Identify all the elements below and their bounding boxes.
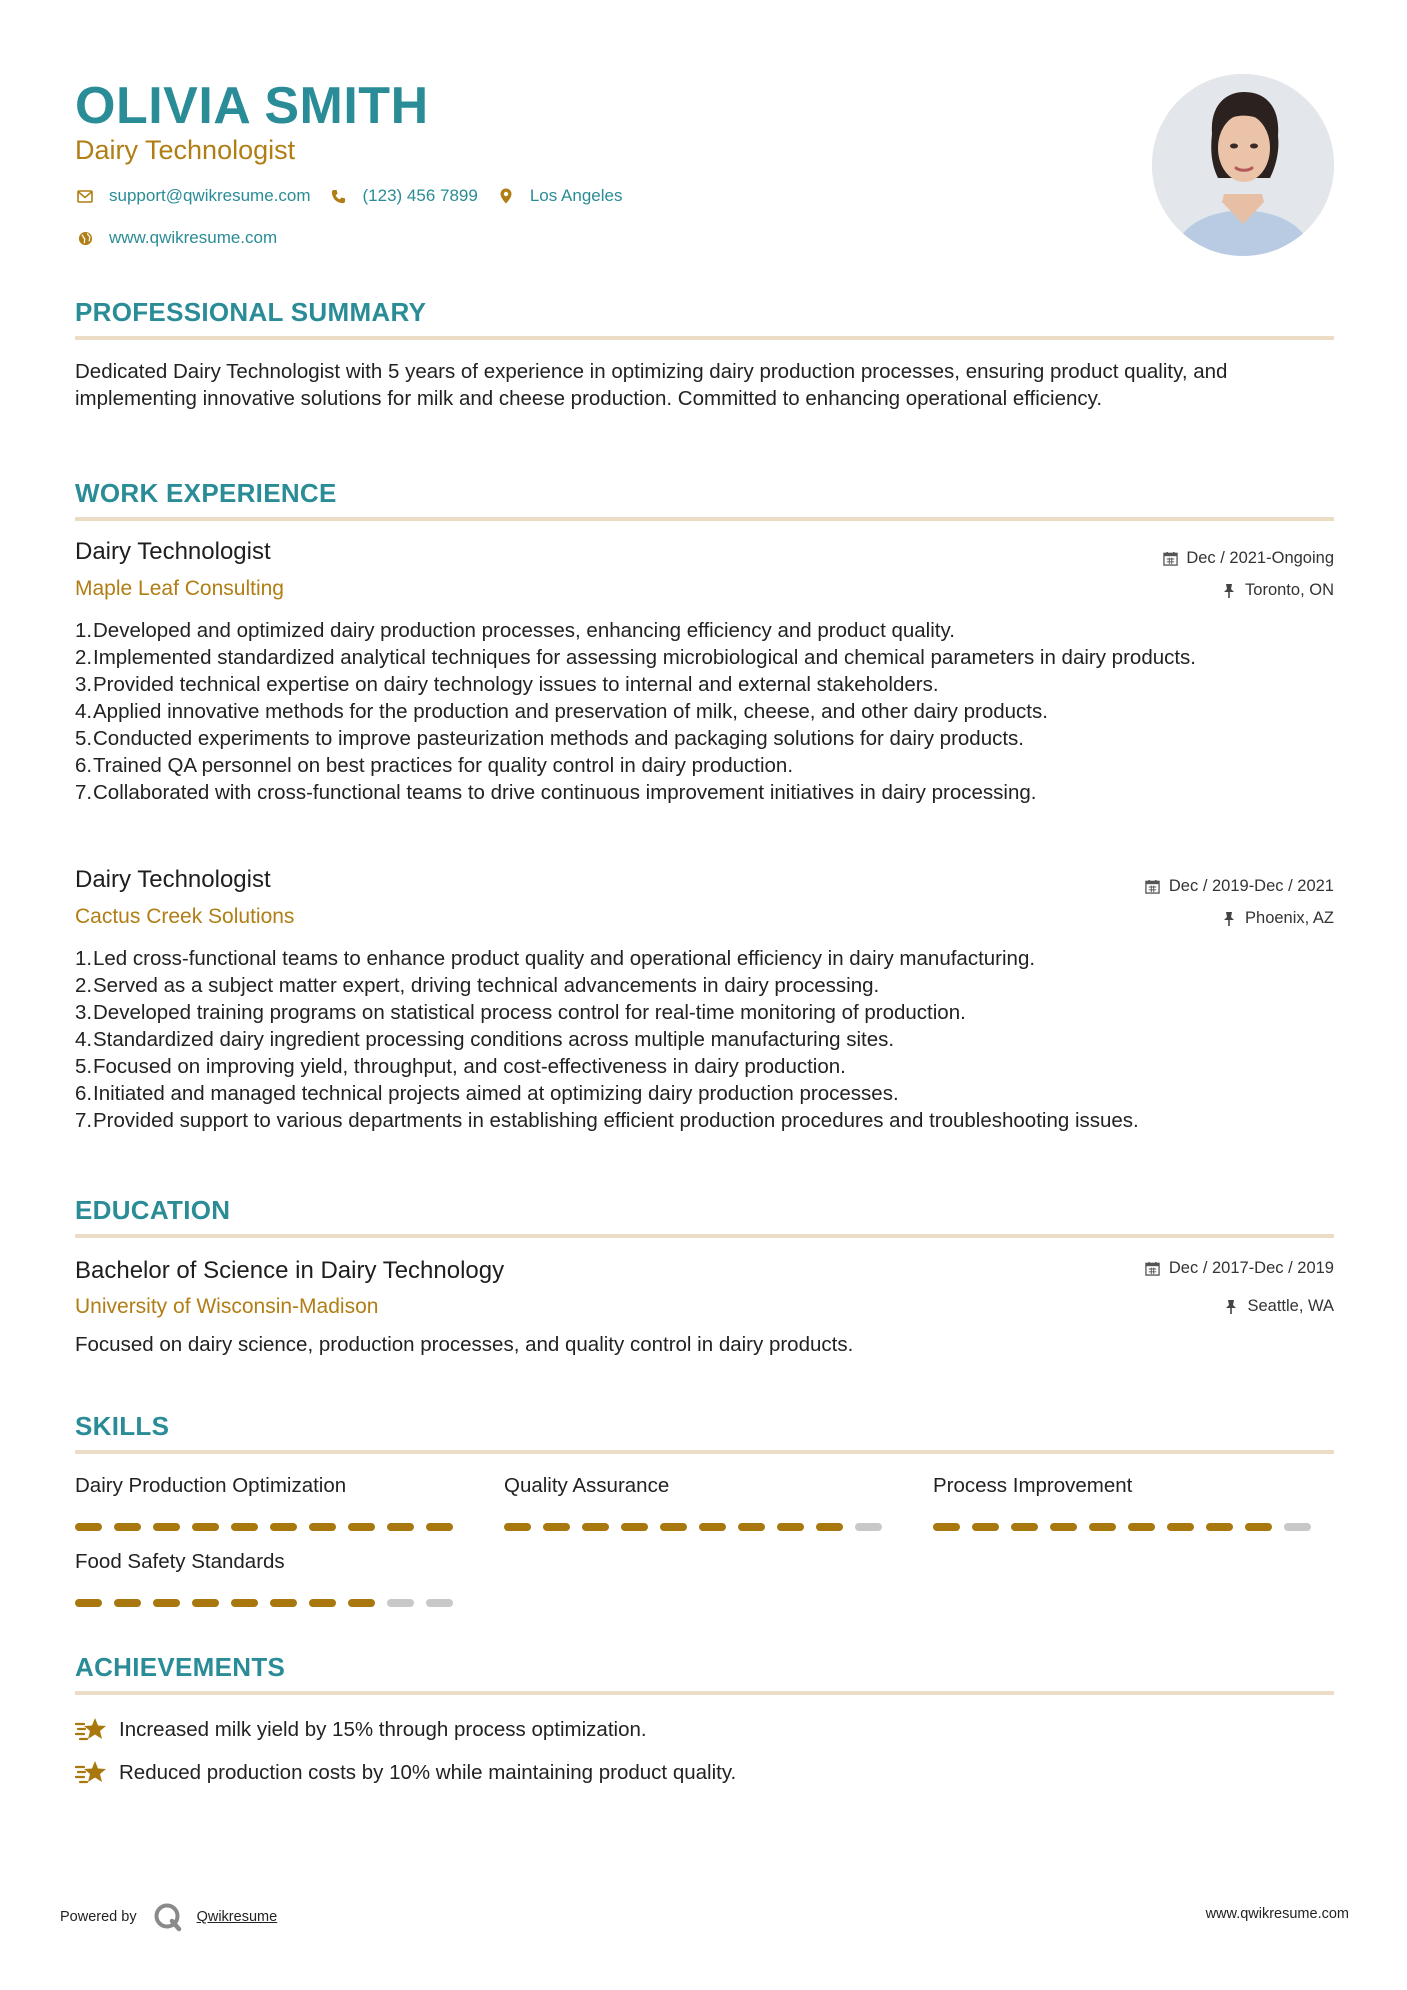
skills-divider	[75, 1450, 1334, 1454]
skill-label: Food Safety Standards	[75, 1550, 285, 1573]
skill-dash-empty	[1284, 1523, 1311, 1531]
skill-dash-filled	[75, 1599, 102, 1607]
education-location	[1223, 1295, 1334, 1317]
contact-location	[496, 186, 623, 206]
globe-icon	[75, 228, 95, 248]
achievement-item	[75, 1714, 647, 1744]
skill-dash-filled	[1089, 1523, 1116, 1531]
skill-dash-filled	[309, 1599, 336, 1607]
summary-divider	[75, 336, 1334, 340]
skill-dash-empty	[855, 1523, 882, 1531]
skill-dash-filled	[1167, 1523, 1194, 1531]
pushpin-icon	[1223, 1298, 1239, 1314]
pushpin-icon	[1221, 910, 1237, 926]
skill-dash-filled	[114, 1523, 141, 1531]
job-2-dates	[1145, 875, 1334, 897]
job-1-dates	[1162, 547, 1334, 569]
education-location-text: Seattle, WA	[1247, 1297, 1334, 1315]
experience-divider	[75, 517, 1334, 521]
skill-dash-filled	[231, 1599, 258, 1607]
list-item: 3. Provided technical expertise on dairy technology issues to internal and external stakeholders.	[75, 673, 939, 696]
skill-dash-empty	[387, 1599, 414, 1607]
map-pin-icon	[496, 186, 516, 206]
pushpin-icon	[1221, 582, 1237, 598]
candidate-title: Dairy Technologist	[75, 135, 296, 165]
education-heading: EDUCATION	[75, 1195, 231, 1225]
skill-dash-filled	[75, 1523, 102, 1531]
achievement-text: Reduced production costs by 10% while maintaining product quality.	[119, 1760, 737, 1784]
list-item: 1. Led cross-functional teams to enhance product quality and operational efficiency in dairy manufacturing.	[75, 947, 1036, 970]
experience-heading: WORK EXPERIENCE	[75, 478, 337, 508]
skill-dash-filled	[699, 1523, 726, 1531]
skill-item	[933, 1473, 1313, 1499]
skill-dash-filled	[231, 1523, 258, 1531]
skill-dash-filled	[621, 1523, 648, 1531]
skill-dash-filled	[270, 1523, 297, 1531]
powered-by-label: Powered by	[60, 1909, 137, 1925]
skill-dash-filled	[738, 1523, 765, 1531]
list-item: 7. Collaborated with cross-functional teams to drive continuous improvement initiatives in dairy processing.	[75, 781, 1037, 804]
calendar-icon	[1145, 1260, 1161, 1276]
job-1-bullets	[75, 617, 1334, 806]
contact-phone[interactable]	[329, 186, 478, 206]
envelope-icon	[75, 186, 95, 206]
contact-email[interactable]	[75, 186, 311, 206]
list-item: 5. Focused on improving yield, throughput, and cost-effectiveness in dairy production.	[75, 1055, 846, 1078]
skill-dash-filled	[1050, 1523, 1077, 1531]
website-text: www.qwikresume.com	[109, 228, 278, 247]
footer-website[interactable]: www.qwikresume.com	[1205, 1906, 1349, 1922]
skill-dash-empty	[426, 1599, 453, 1607]
candidate-name: OLIVIA SMITH	[75, 77, 429, 135]
list-item: 7. Provided support to various departments in establishing efficient production procedures and troubleshooting issues.	[75, 1109, 1139, 1132]
skill-item	[75, 1549, 455, 1575]
skill-dash-filled	[543, 1523, 570, 1531]
skill-level-bar	[933, 1523, 1323, 1531]
skill-dash-filled	[153, 1523, 180, 1531]
skill-level-bar	[75, 1523, 465, 1531]
job-1-title: Dairy Technologist	[75, 538, 271, 565]
education-divider	[75, 1234, 1334, 1238]
achievement-text: Increased milk yield by 15% through process optimization.	[119, 1717, 647, 1741]
skill-dash-filled	[309, 1523, 336, 1531]
resume-page	[75, 0, 1334, 1990]
skill-dash-filled	[426, 1523, 453, 1531]
skill-dash-filled	[1245, 1523, 1272, 1531]
list-item: 6. Initiated and managed technical projects aimed at optimizing dairy production processes.	[75, 1082, 899, 1105]
skill-dash-filled	[972, 1523, 999, 1531]
skill-dash-filled	[348, 1599, 375, 1607]
skill-dash-filled	[192, 1523, 219, 1531]
skill-dash-filled	[816, 1523, 843, 1531]
skill-item	[75, 1473, 455, 1499]
job-2-company: Cactus Creek Solutions	[75, 905, 295, 928]
skill-dash-filled	[153, 1599, 180, 1607]
education-description: Focused on dairy science, production processes, and quality control in dairy products.	[75, 1333, 854, 1356]
skills-heading: SKILLS	[75, 1411, 170, 1441]
job-1-location	[1221, 579, 1334, 601]
education-school: University of Wisconsin-Madison	[75, 1295, 379, 1318]
contact-row-2	[75, 228, 295, 248]
education-dates	[1145, 1257, 1334, 1279]
list-item: 2. Served as a subject matter expert, driving technical advancements in dairy processing.	[75, 974, 880, 997]
email-text: support@qwikresume.com	[109, 186, 311, 205]
brand-link[interactable]: Qwikresume	[196, 1909, 278, 1925]
skill-dash-filled	[1128, 1523, 1155, 1531]
list-item: 6. Trained QA personnel on best practices for quality control in dairy production.	[75, 754, 794, 777]
job-2-bullets	[75, 945, 1334, 1134]
summary-text: Dedicated Dairy Technologist with 5 years of experience in optimizing dairy production processes, ensuring product quality, and implementing innovative solutions for milk and cheese production. Committed to enhancing operational efficiency.	[75, 360, 1228, 410]
skill-dash-filled	[192, 1599, 219, 1607]
phone-text: (123) 456 7899	[362, 186, 478, 205]
skill-item	[504, 1473, 884, 1499]
qwikresume-logo-icon	[153, 1902, 183, 1932]
list-item: 1. Developed and optimized dairy production processes, enhancing efficiency and product quality.	[75, 619, 955, 642]
phone-icon	[329, 186, 349, 206]
location-text: Los Angeles	[529, 186, 623, 205]
achievement-item	[75, 1757, 736, 1787]
education-degree: Bachelor of Science in Dairy Technology	[75, 1257, 505, 1284]
job-2-location	[1221, 907, 1334, 929]
skill-dash-filled	[504, 1523, 531, 1531]
skill-dash-filled	[1011, 1523, 1038, 1531]
education-dates-text: Dec / 2017-Dec / 2019	[1168, 1259, 1334, 1277]
list-item: 4. Standardized dairy ingredient processing conditions across multiple manufacturing sites.	[75, 1028, 895, 1051]
shooting-star-icon	[75, 1757, 109, 1787]
calendar-icon	[1145, 878, 1161, 894]
job-1-dates-text: Dec / 2021-Ongoing	[1186, 549, 1334, 567]
skill-dash-filled	[777, 1523, 804, 1531]
calendar-icon	[1162, 550, 1178, 566]
skill-dash-filled	[387, 1523, 414, 1531]
skill-label: Process Improvement	[933, 1474, 1133, 1497]
list-item: 3. Developed training programs on statistical process control for real-time monitoring of production.	[75, 1001, 966, 1024]
summary-heading: PROFESSIONAL SUMMARY	[75, 297, 427, 327]
skill-label: Quality Assurance	[504, 1474, 670, 1497]
job-1-location-text: Toronto, ON	[1245, 581, 1334, 599]
profile-photo	[1152, 74, 1334, 256]
skill-dash-filled	[270, 1599, 297, 1607]
list-item: 4. Applied innovative methods for the production and preservation of milk, cheese, and other dairy products.	[75, 700, 1048, 723]
job-2-location-text: Phoenix, AZ	[1245, 909, 1334, 927]
contact-website[interactable]	[75, 228, 277, 248]
contact-row-1	[75, 186, 640, 206]
skill-level-bar	[75, 1599, 465, 1607]
skill-dash-filled	[933, 1523, 960, 1531]
skill-dash-filled	[1206, 1523, 1233, 1531]
job-2-title: Dairy Technologist	[75, 866, 271, 893]
skill-label: Dairy Production Optimization	[75, 1474, 347, 1497]
skill-dash-filled	[114, 1599, 141, 1607]
achievements-divider	[75, 1691, 1334, 1695]
list-item: 5. Conducted experiments to improve pasteurization methods and packaging solutions for dairy products.	[75, 727, 1024, 750]
job-2-dates-text: Dec / 2019-Dec / 2021	[1168, 877, 1334, 895]
skill-dash-filled	[660, 1523, 687, 1531]
skill-dash-filled	[348, 1523, 375, 1531]
skill-level-bar	[504, 1523, 894, 1531]
achievements-heading: ACHIEVEMENTS	[75, 1652, 286, 1682]
skill-dash-filled	[582, 1523, 609, 1531]
footer-powered-by	[60, 1902, 277, 1932]
shooting-star-icon	[75, 1714, 109, 1744]
list-item: 2. Implemented standardized analytical techniques for assessing microbiological and chemical parameters in dairy products.	[75, 646, 1197, 669]
job-1-company: Maple Leaf Consulting	[75, 577, 284, 600]
